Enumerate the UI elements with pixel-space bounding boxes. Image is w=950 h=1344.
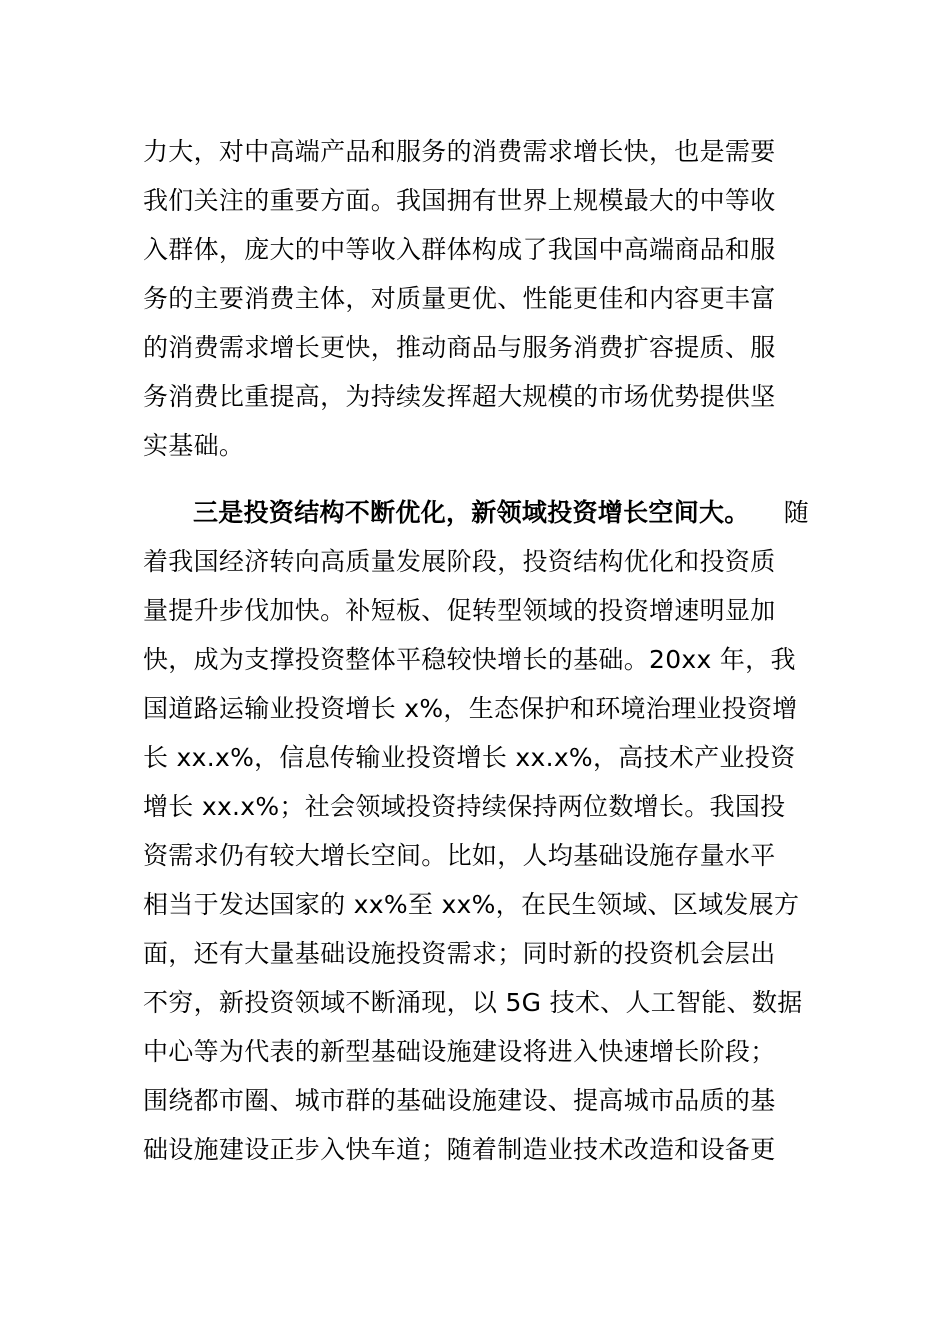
paragraph-line: 国道路运输业投资增长 x%，生态保护和环境治理业投资增 [143, 694, 798, 723]
paragraph-line: 中心等为代表的新型基础设施建设将进入快速增长阶段； [143, 1037, 776, 1066]
paragraph-line: 资需求仍有较大增长空间。比如，人均基础设施存量水平 [143, 841, 776, 870]
paragraph-line: 围绕都市圈、城市群的基础设施建设、提高城市品质的基 [143, 1086, 776, 1115]
paragraph-line: 长 xx.x%，信息传输业投资增长 xx.x%，高技术产业投资 [143, 743, 796, 772]
paragraph-first-line [193, 488, 809, 538]
paragraph-line: 量提升步伐加快。补短板、促转型领域的投资增速明显加 [143, 596, 776, 625]
paragraph-line: 础设施建设正步入快车道；随着制造业技术改造和设备更 [143, 1135, 776, 1164]
paragraph-line: 力大，对中高端产品和服务的消费需求增长快，也是需要 [143, 137, 776, 166]
paragraph-line: 着我国经济转向高质量发展阶段，投资结构优化和投资质 [143, 547, 776, 576]
paragraph-line: 快，成为支撑投资整体平稳较快增长的基础。20xx 年，我 [143, 645, 796, 674]
paragraph-line: 实基础。 [143, 431, 245, 460]
paragraph-line: 不穷，新投资领域不断涌现，以 5G 技术、人工智能、数据 [143, 988, 803, 1017]
paragraph-line: 务消费比重提高，为持续发挥超大规模的市场优势提供坚 [143, 382, 776, 411]
paragraph-line: 面，还有大量基础设施投资需求；同时新的投资机会层出 [143, 939, 776, 968]
paragraph-line: 增长 xx.x%；社会领域投资持续保持两位数增长。我国投 [143, 792, 786, 821]
paragraph-line: 的消费需求增长更快，推动商品与服务消费扩容提质、服 [143, 333, 776, 362]
paragraph-heading-continuation: 随 [783, 498, 809, 527]
paragraph-line: 相当于发达国家的 xx%至 xx%，在民生领域、区域发展方 [143, 890, 800, 919]
paragraph-line: 务的主要消费主体，对质量更优、性能更佳和内容更丰富 [143, 284, 776, 313]
paragraph-heading: 三是投资结构不断优化，新领域投资增长空间大。 [193, 498, 750, 527]
paragraph-line: 我们关注的重要方面。我国拥有世界上规模最大的中等收 [143, 186, 776, 215]
paragraph-line: 入群体，庞大的中等收入群体构成了我国中高端商品和服 [143, 235, 776, 264]
